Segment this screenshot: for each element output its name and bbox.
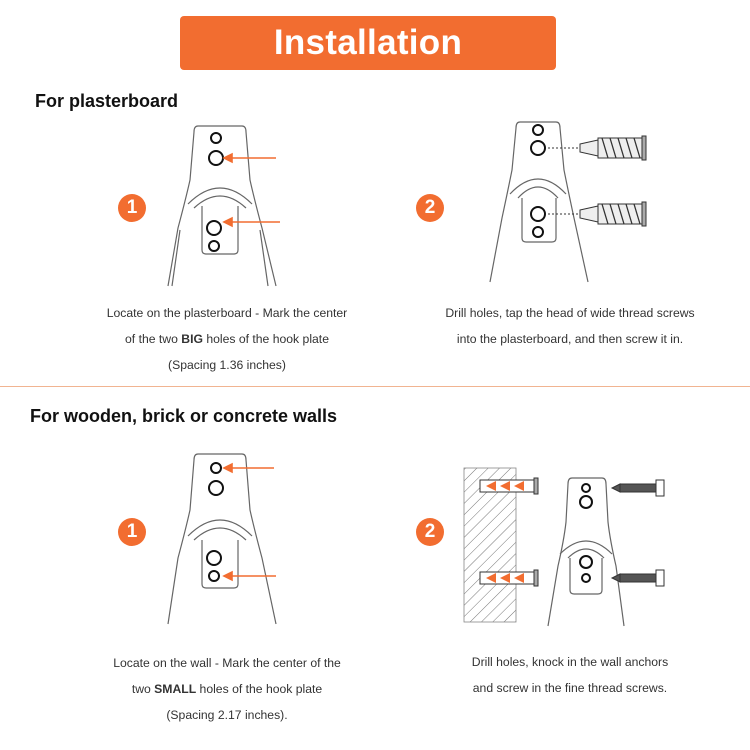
hook-plate-illustration-walls-anchors [460,462,680,632]
hook-plate-illustration-plasterboard-mark [150,118,290,298]
step-2-badge-walls: 2 [416,518,444,546]
step-1-caption-walls: Locate on the wall - Mark the center of the two SMALL holes of the hook plate (Spacing 2.17 inches). [113,656,341,722]
step-1-badge: 1 [118,194,146,222]
hook-plate-illustration-plasterboard-screws [480,118,680,288]
hook-plate-illustration-walls-mark [150,448,290,628]
section-divider [0,386,750,387]
step-1-caption-plasterboard: Locate on the plasterboard - Mark the center of the two BIG holes of the hook plate (Spacing 1.36 inches) [106,306,348,372]
step-2-badge: 2 [416,194,444,222]
section-title-plasterboard: For plasterboard [35,91,179,111]
section-title-walls: For wooden, brick or concrete walls [30,406,338,426]
step-2-caption-walls: Drill holes, knock in the wall anchors and screw in the fine thread screws. [471,655,669,695]
step-2-caption-plasterboard: Drill holes, tap the head of wide thread screws into the plasterboard, and then screw it in. [445,306,695,346]
step-1-badge-walls: 1 [118,518,146,546]
page-title: Installation Instruction [180,16,556,70]
